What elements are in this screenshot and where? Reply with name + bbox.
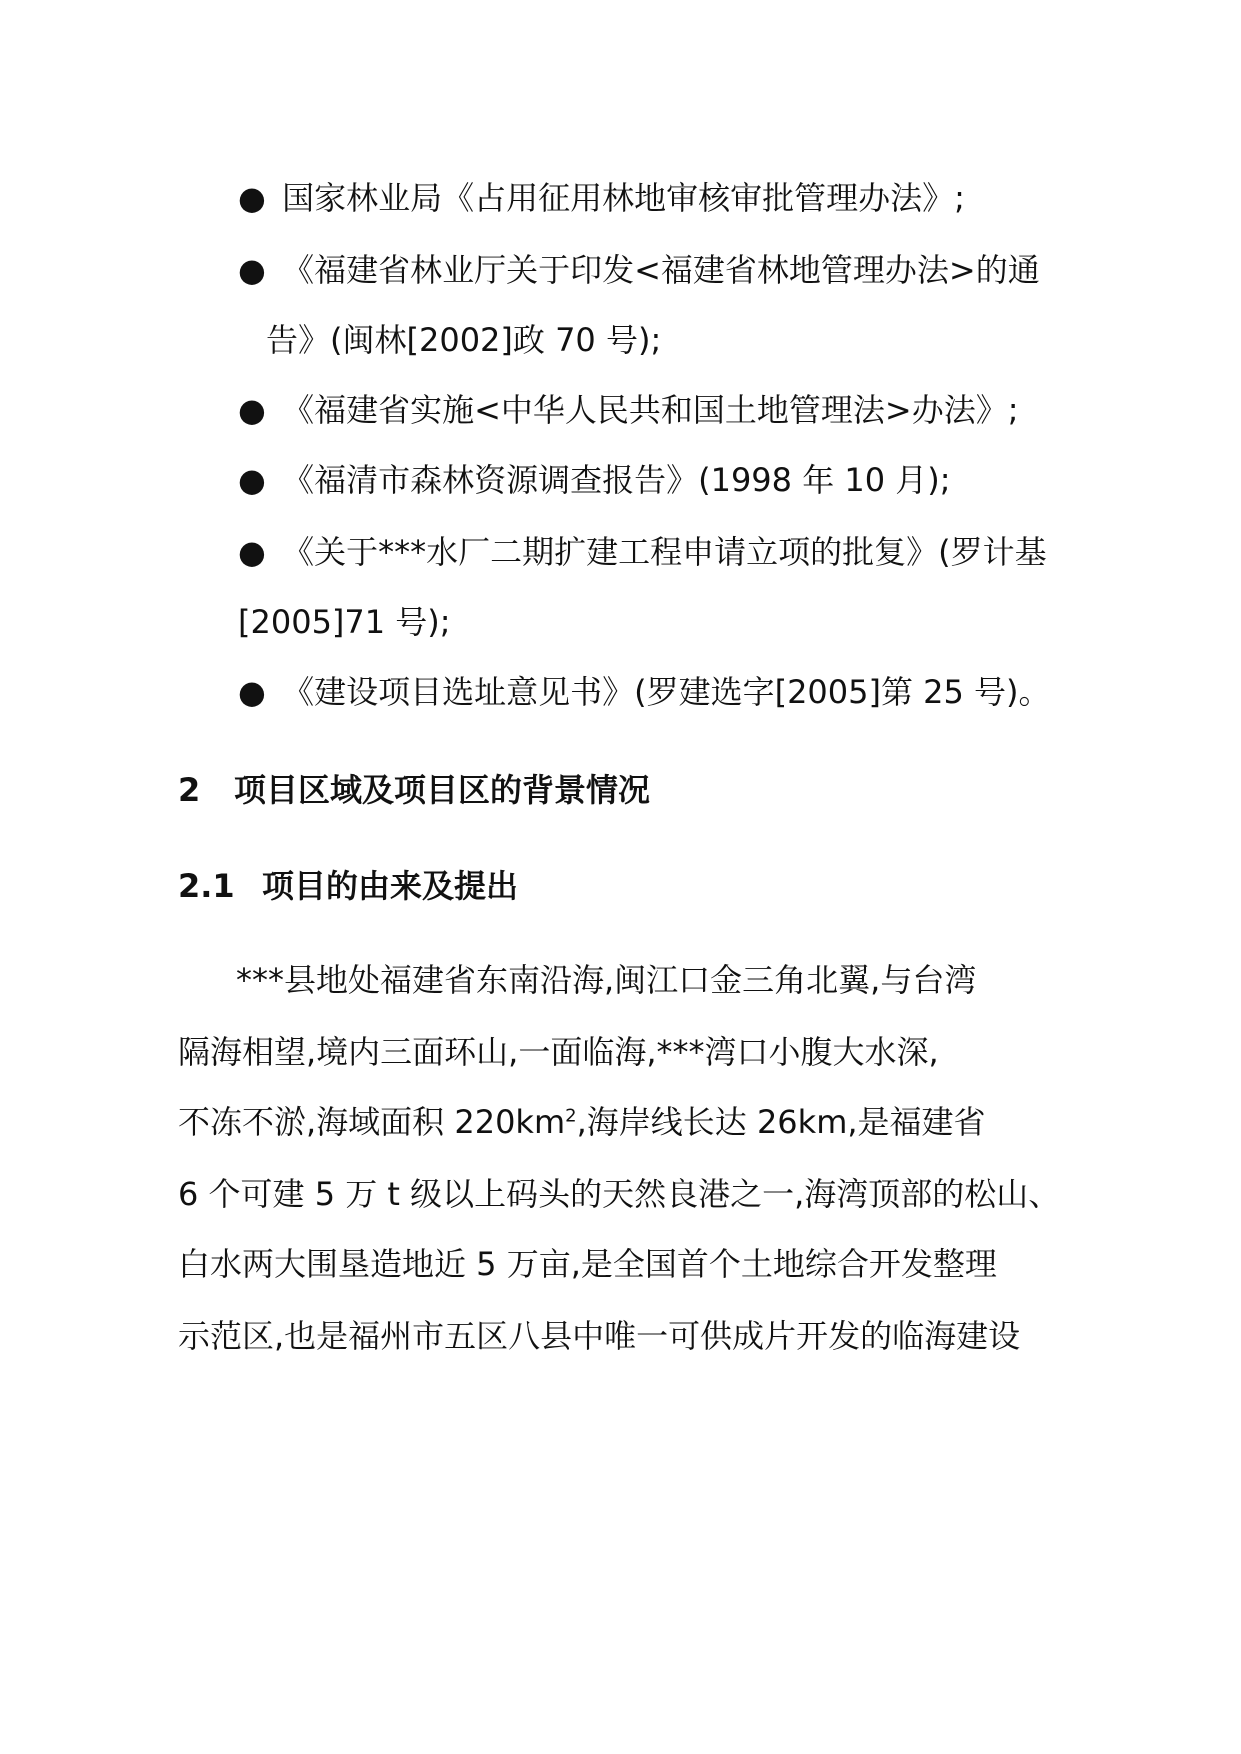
reference-item xyxy=(238,390,1019,430)
paragraph-line: ***县地处福建省东南沿海,闽江口金三角北翼,与台湾 xyxy=(236,961,977,999)
reference-item xyxy=(238,672,1051,712)
paragraph-line: 白水两大围垦造地近 5 万亩,是全国首个土地综合开发整理 xyxy=(178,1245,997,1283)
reference-text: 国家林业局《占用征用林地审核审批管理办法》; xyxy=(282,179,965,217)
reference-text: 《福建省实施<中华人民共和国土地管理法>办法》; xyxy=(282,391,1019,429)
subsection-title: 项目的由来及提出 xyxy=(262,867,519,905)
reference-text-continued: [2005]71 号); xyxy=(238,603,451,641)
bullet-icon: ● xyxy=(238,673,266,711)
bullet-icon: ● xyxy=(238,461,266,499)
bullet-icon: ● xyxy=(238,251,266,289)
section-number: 2 xyxy=(178,771,201,809)
paragraph-line xyxy=(178,1102,986,1142)
reference-item xyxy=(238,460,951,500)
paragraph-line: 隔海相望,境内三面环山,一面临海,***湾口小腹大水深, xyxy=(178,1033,939,1071)
reference-text: 《福建省林业厅关于印发<福建省林地管理办法>的通 xyxy=(282,251,1040,289)
reference-text: 《建设项目选址意见书》(罗建选字[2005]第 25 号)。 xyxy=(282,673,1051,711)
bullet-icon: ● xyxy=(238,391,266,429)
paragraph-text: ,海岸线长达 26km,是福建省 xyxy=(576,1103,986,1141)
reference-item xyxy=(238,250,1040,290)
reference-text: 《关于***水厂二期扩建工程申请立项的批复》(罗计基 xyxy=(282,533,1047,571)
section-title: 项目区域及项目区的背景情况 xyxy=(234,771,651,809)
bullet-icon: ● xyxy=(238,179,266,217)
paragraph-text: 不冻不淤,海域面积 220km xyxy=(178,1103,566,1141)
paragraph-line: 6 个可建 5 万 t 级以上码头的天然良港之一,海湾顶部的松山、 xyxy=(178,1175,1061,1213)
reference-item xyxy=(238,178,965,218)
bullet-icon: ● xyxy=(238,533,266,571)
superscript: 2 xyxy=(565,1105,577,1127)
reference-item xyxy=(238,532,1047,572)
section-heading xyxy=(178,770,650,810)
subsection-heading xyxy=(178,866,518,906)
subsection-number: 2.1 xyxy=(178,867,235,905)
paragraph-line: 示范区,也是福州市五区八县中唯一可供成片开发的临海建设 xyxy=(178,1317,1021,1355)
reference-text: 《福清市森林资源调查报告》(1998 年 10 月); xyxy=(282,461,951,499)
reference-text-continued: 告》(闽林[2002]政 70 号); xyxy=(266,321,662,359)
